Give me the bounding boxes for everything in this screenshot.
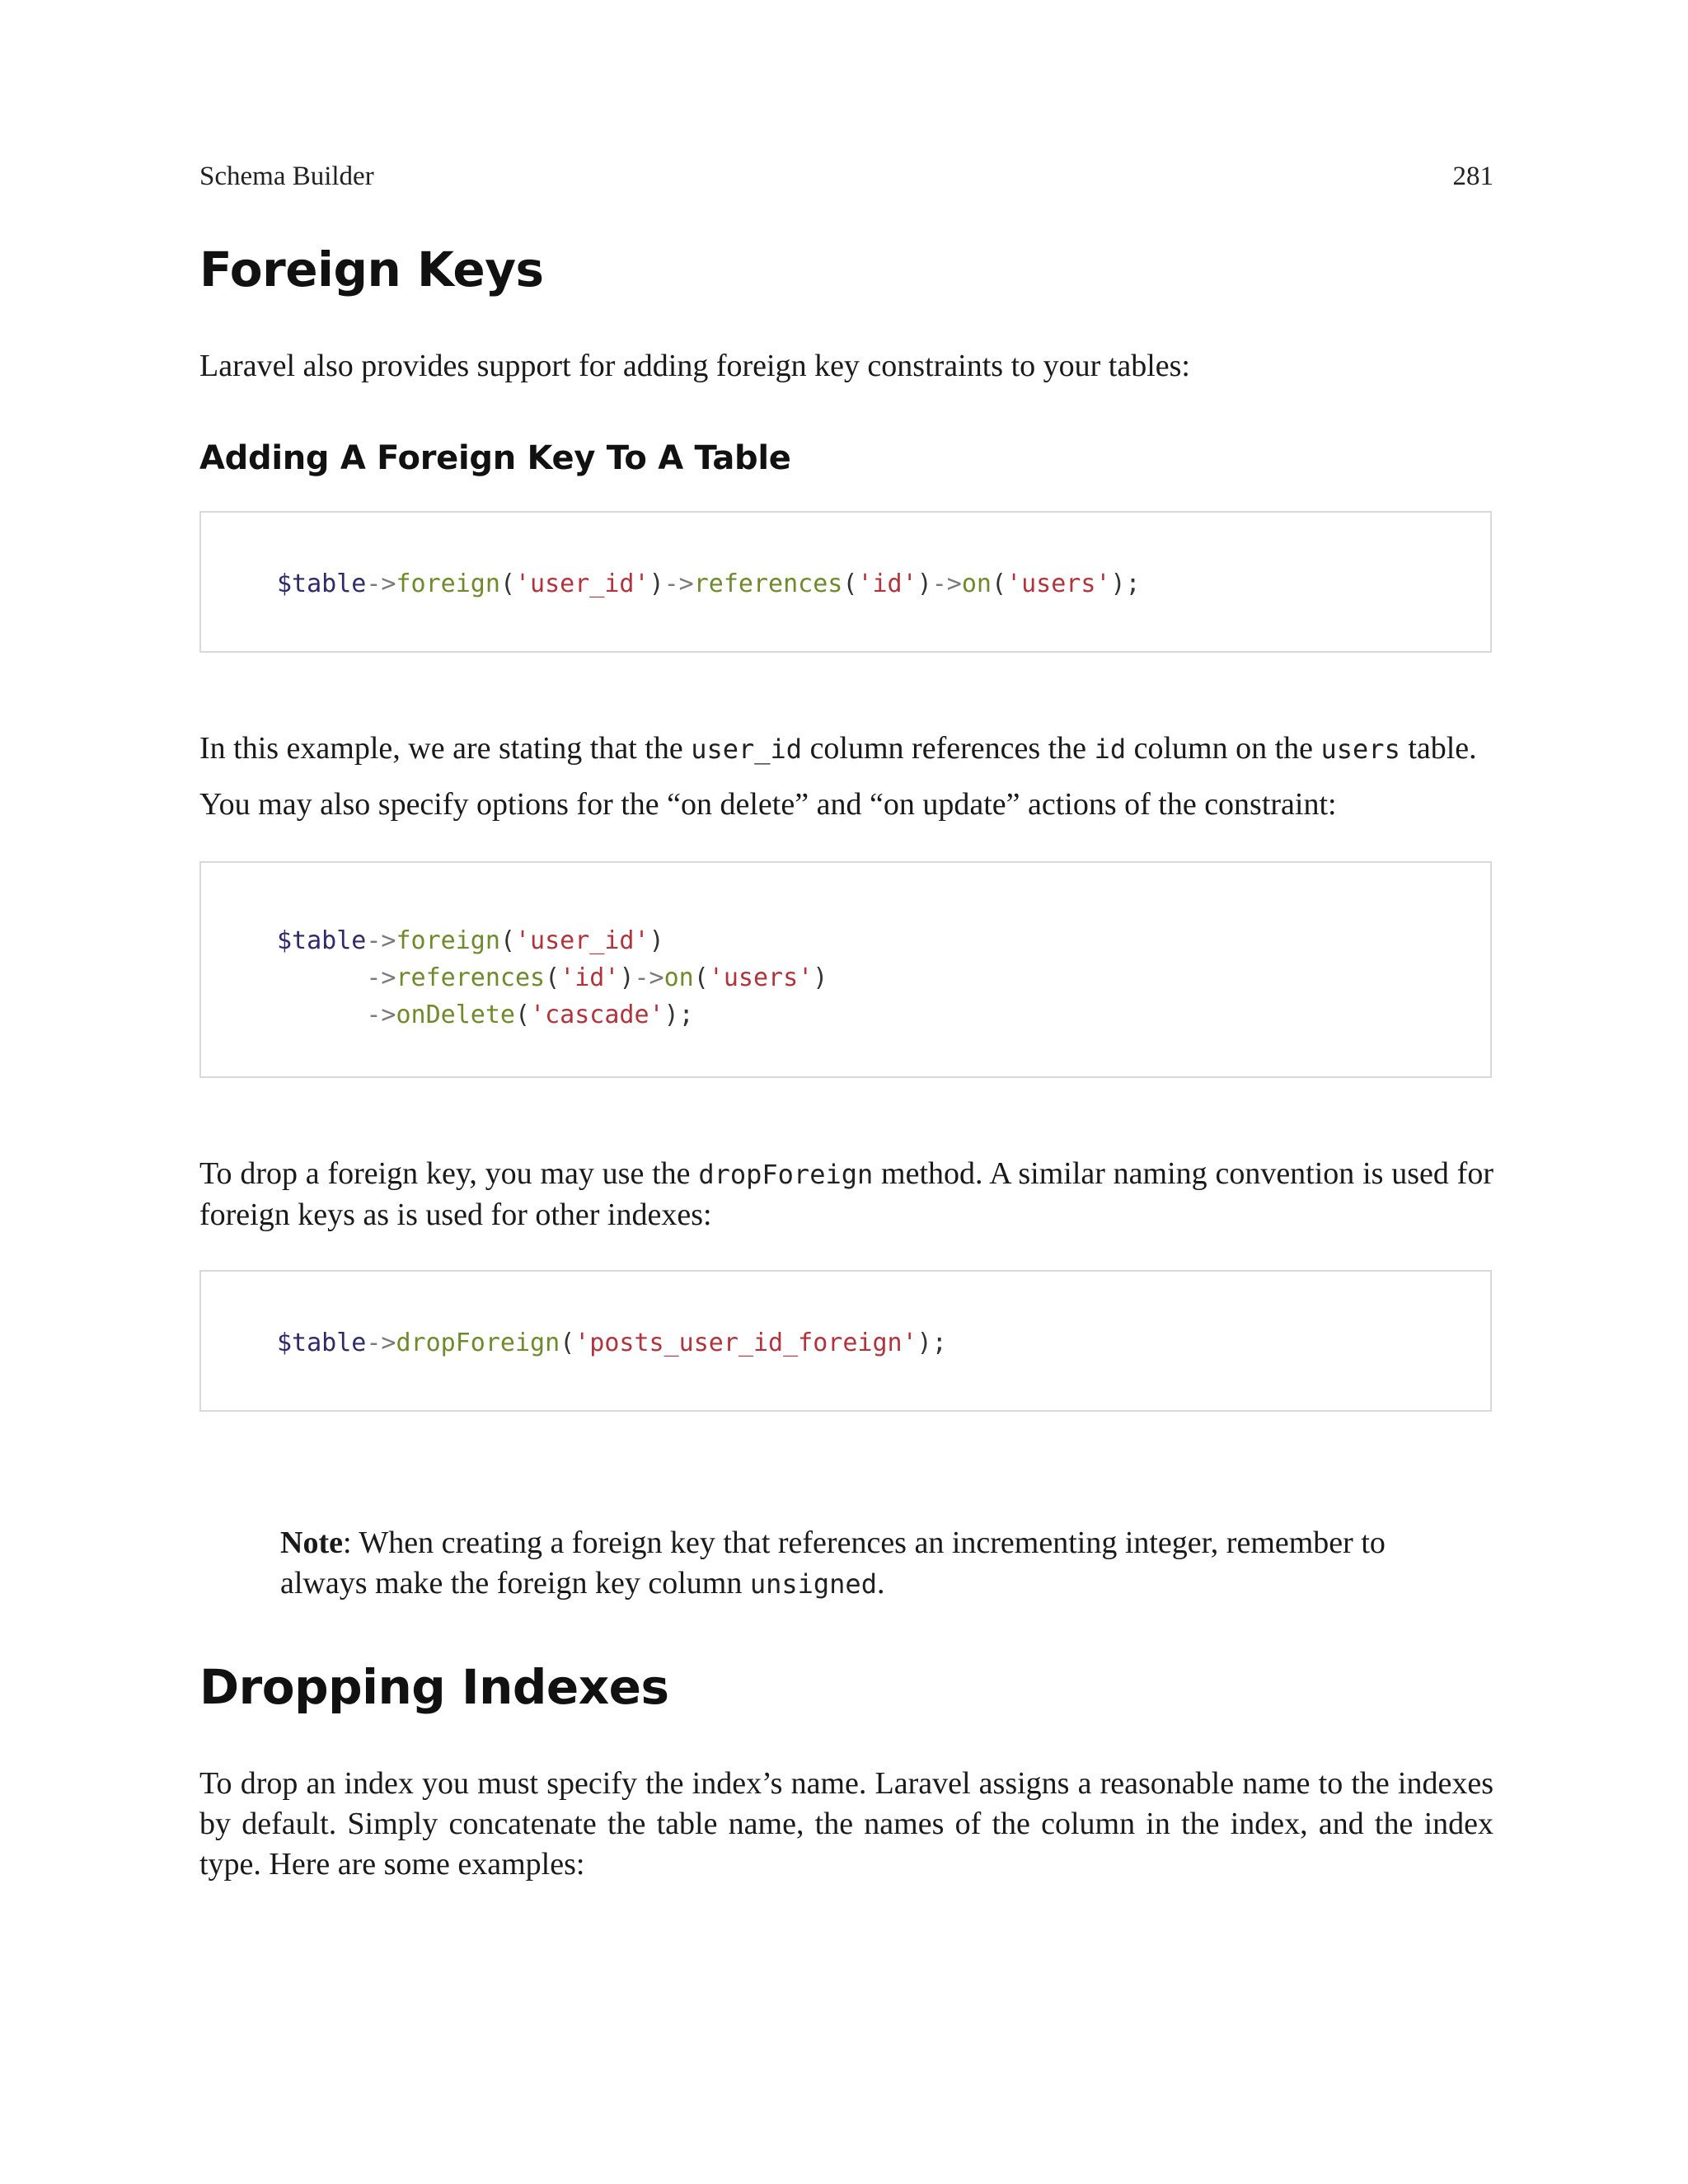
paragraph-intro: Laravel also provides support for adding foreign key constraints to your tables: bbox=[199, 349, 1190, 383]
code-block-on-delete bbox=[199, 861, 1492, 1078]
paragraph-drop-foreign: To drop a foreign key, you may use the dropForeign method. A similar naming convention is used for foreign keys as is used for other indexes: bbox=[199, 1156, 1493, 1232]
note-label: Note bbox=[280, 1526, 343, 1560]
code-block-foreign-key bbox=[199, 511, 1492, 653]
header-section-title: Schema Builder bbox=[199, 162, 374, 191]
running-header bbox=[199, 162, 1493, 194]
subheading-adding-foreign-key: Adding A Foreign Key To A Table bbox=[199, 439, 791, 477]
note-unsigned: Note: When creating a foreign key that references an incrementing integer, remember to always make the foreign key column unsigned. bbox=[280, 1526, 1386, 1601]
inline-code-id: id bbox=[1094, 733, 1127, 765]
code-line: $table->dropForeign('posts_user_id_foreign'); bbox=[277, 1329, 947, 1357]
paragraph-dropping-indexes: To drop an index you must specify the index’s name. Laravel assigns a reasonable name to the indexes by default. Simply concatenate the table name, the names of the column in the index, and the index type. Here are some examples: bbox=[199, 1766, 1493, 1882]
heading-foreign-keys: Foreign Keys bbox=[199, 241, 544, 298]
paragraph-on-delete-options: You may also specify options for the “on delete” and “on update” actions of the constraint: bbox=[199, 787, 1337, 822]
code-block-drop-foreign bbox=[199, 1270, 1492, 1412]
heading-dropping-indexes: Dropping Indexes bbox=[199, 1659, 669, 1715]
page-number: 281 bbox=[1452, 162, 1493, 191]
inline-code-users: users bbox=[1320, 733, 1400, 765]
inline-code-unsigned: unsigned bbox=[749, 1568, 877, 1600]
code-line: $table->foreign('user_id')->references('id')->on('users'); bbox=[277, 569, 1141, 598]
code-lines: $table->foreign('user_id') ->references('id')->on('users') ->onDelete('cascade'); bbox=[277, 926, 828, 1029]
paragraph-example-explanation: In this example, we are stating that the user_id column references the id column on the users table. bbox=[199, 731, 1477, 766]
inline-code-dropforeign: dropForeign bbox=[698, 1159, 874, 1190]
inline-code-user-id: user_id bbox=[691, 733, 803, 765]
